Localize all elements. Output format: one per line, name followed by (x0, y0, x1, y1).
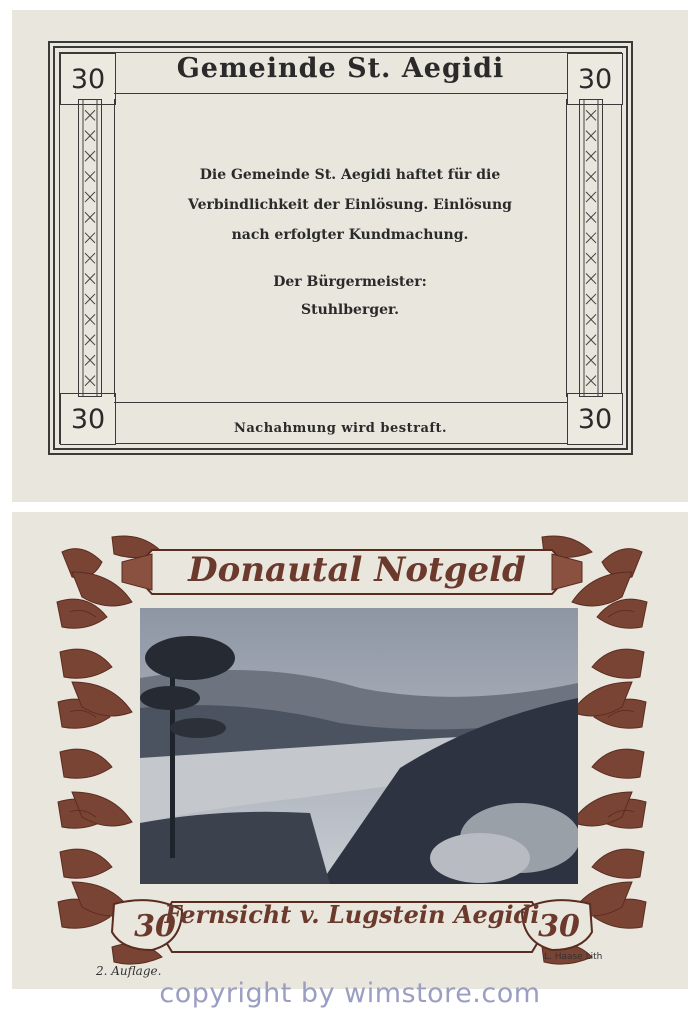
left-ornament-band (78, 99, 102, 397)
signature-title: Der Bürgermeister: (273, 274, 427, 290)
note-back (12, 512, 688, 989)
front-title-row (114, 43, 567, 94)
printer-imprint: L. Haase Lith (544, 952, 603, 962)
liability-line-1: Die Gemeinde St. Aegidi haftet für die (199, 167, 501, 183)
copyright-watermark: copyright by wimstore.com (159, 978, 541, 1009)
denomination-bottom-left: 30 (60, 393, 116, 445)
liability-line-3: nach erfolgter Kundmachung. (231, 227, 469, 243)
back-denomination-right: 30 (538, 908, 580, 944)
front-warning: Nachahmung wird bestraft. (234, 420, 447, 436)
note-front (12, 10, 688, 502)
signature-name: Stuhlberger. (301, 302, 399, 318)
back-denomination-left: 30 (134, 908, 176, 944)
denomination-top-right: 30 (567, 53, 623, 105)
scene-caption: Fernsicht v. Lugstein Aegidi (164, 899, 540, 929)
liability-line-2: Verbindlichkeit der Einlösung. Einlösung (188, 197, 512, 213)
front-title: Gemeinde St. Aegidi (176, 52, 505, 84)
caption-banner (142, 884, 562, 944)
denomination-top-left: 30 (60, 53, 116, 105)
front-bottom-row (114, 402, 567, 453)
signature-block (112, 268, 588, 324)
liability-text (112, 160, 588, 250)
top-banner (162, 542, 552, 598)
edition-label: 2. Auflage. (96, 964, 162, 978)
left-ornament-pattern (79, 100, 101, 396)
banner-title: Donautal Notgeld (188, 550, 526, 590)
denomination-bottom-right: 30 (567, 393, 623, 445)
danube-valley-landscape (140, 608, 578, 884)
